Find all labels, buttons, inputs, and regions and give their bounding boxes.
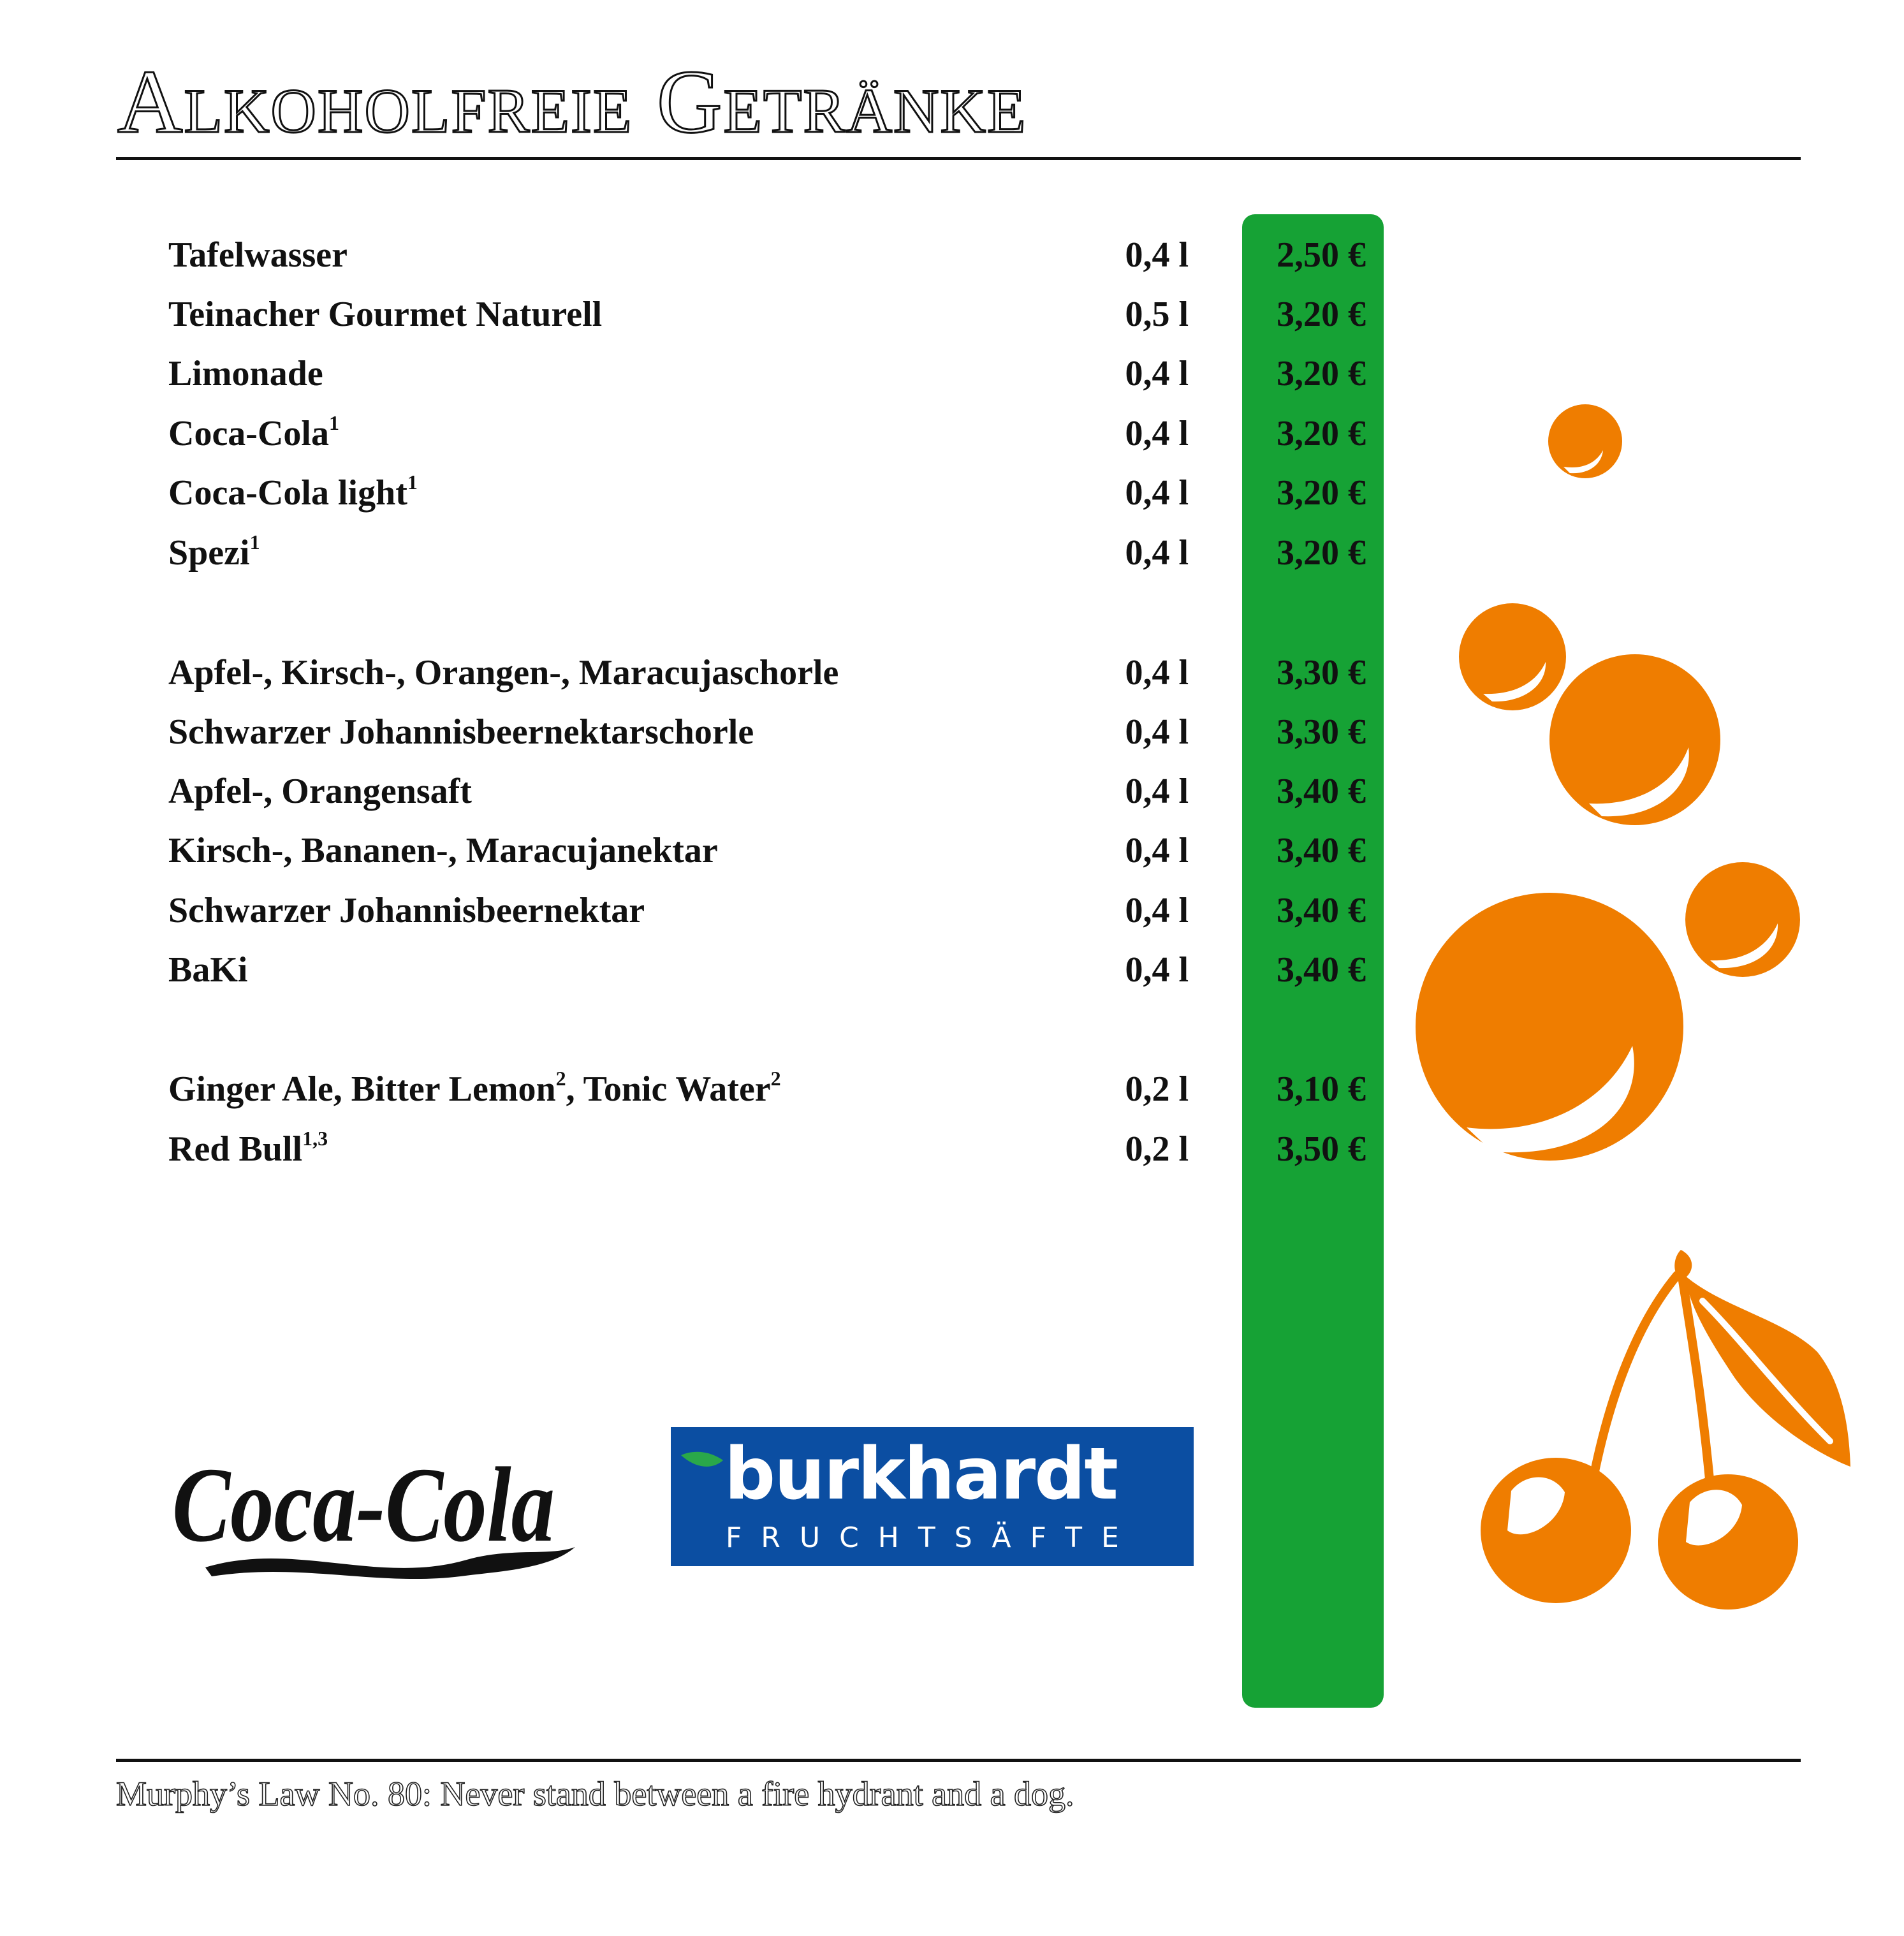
item-volume: 0,4 l xyxy=(1125,235,1189,275)
item-volume: 0,4 l xyxy=(1125,950,1189,990)
item-volume: 0,4 l xyxy=(1125,772,1189,811)
footer-divider xyxy=(116,1759,1801,1762)
item-name: Ginger Ale, Bitter Lemon$^2$, Tonic Water xyxy=(168,1067,771,1109)
item-footnote: 1 xyxy=(407,471,418,494)
item-name: Coca-Cola light xyxy=(168,473,407,513)
item-name: Apfel-, Orangensaft xyxy=(168,772,472,811)
coca-cola-wordmark: Coca-Cola xyxy=(172,1446,555,1564)
page-title: Alkoholfreie Getränke xyxy=(117,51,1027,152)
item-volume: 0,4 l xyxy=(1125,831,1189,870)
item-volume: 0,4 l xyxy=(1125,533,1189,573)
item-volume: 0,4 l xyxy=(1125,712,1189,752)
item-name: Teinacher Gourmet Naturell xyxy=(168,295,603,334)
item-price: 3,20 € xyxy=(1277,414,1366,453)
item-name: Kirsch-, Bananen-, Maracujanektar xyxy=(168,831,718,870)
item-volume: 0,2 l xyxy=(1125,1069,1189,1109)
item-volume: 0,2 l xyxy=(1125,1129,1189,1169)
item-volume: 0,4 l xyxy=(1125,653,1189,693)
item-name: Schwarzer Johannisbeernektarschorle xyxy=(168,712,754,752)
item-name: Apfel-, Kirsch-, Orangen-, Maracujaschorle xyxy=(168,653,839,693)
item-price: 3,40 € xyxy=(1277,831,1366,870)
item-price: 3,30 € xyxy=(1277,712,1366,752)
footer-quote: Murphy’s Law No. 80: Never stand between a fire hydrant and a dog. xyxy=(116,1775,1074,1813)
bubble-icon xyxy=(1685,862,1800,977)
item-volume: 0,5 l xyxy=(1125,295,1189,334)
burkhardt-logo xyxy=(671,1427,1194,1566)
item-name: Tafelwasser xyxy=(168,235,348,275)
bubble-icon xyxy=(1548,404,1622,478)
item-name: Coca-Cola xyxy=(168,414,329,453)
item-volume: 0,4 l xyxy=(1125,473,1189,513)
item-price: 3,50 € xyxy=(1277,1129,1366,1169)
item-volume: 0,4 l xyxy=(1125,354,1189,393)
bubble-icon xyxy=(1459,603,1566,710)
item-footnote: 1 xyxy=(249,531,260,554)
item-footnote: 1 xyxy=(328,411,339,434)
item-price: 2,50 € xyxy=(1277,235,1366,275)
bubble-icon xyxy=(1416,893,1683,1161)
item-price: 3,40 € xyxy=(1277,891,1366,930)
item-volume: 0,4 l xyxy=(1125,891,1189,930)
item-price: 3,20 € xyxy=(1277,295,1366,334)
item-price: 3,20 € xyxy=(1277,533,1366,573)
item-name: Limonade xyxy=(168,354,323,393)
item-price: 3,30 € xyxy=(1277,653,1366,693)
item-footnote: 1,3 xyxy=(302,1127,328,1150)
bubble-icon xyxy=(1549,654,1720,825)
menu-row xyxy=(0,294,1904,348)
item-price: 3,20 € xyxy=(1277,354,1366,393)
item-volume: 0,4 l xyxy=(1125,414,1189,453)
cherry-icon xyxy=(1481,1250,1850,1610)
menu-row xyxy=(0,235,1904,288)
item-price: 3,40 € xyxy=(1277,950,1366,990)
item-name: BaKi xyxy=(168,950,248,990)
item-footnote: 2 xyxy=(555,1067,566,1090)
fruit-decoration xyxy=(1422,383,1856,1594)
item-price: 3,20 € xyxy=(1277,473,1366,513)
item-name: Schwarzer Johannisbeernektar xyxy=(168,891,645,930)
leaf-icon xyxy=(680,1449,724,1474)
item-price: 3,10 € xyxy=(1277,1069,1366,1109)
item-name: Red Bull xyxy=(168,1129,303,1169)
burkhardt-subtitle: FRUCHTSÄFTE xyxy=(726,1522,1138,1554)
item-price: 3,40 € xyxy=(1277,772,1366,811)
coca-cola-logo xyxy=(167,1426,588,1585)
item-footnote: 2 xyxy=(770,1067,781,1090)
burkhardt-wordmark: burkhardt xyxy=(724,1433,1117,1516)
title-divider xyxy=(116,157,1801,160)
item-name: Spezi xyxy=(168,533,250,573)
